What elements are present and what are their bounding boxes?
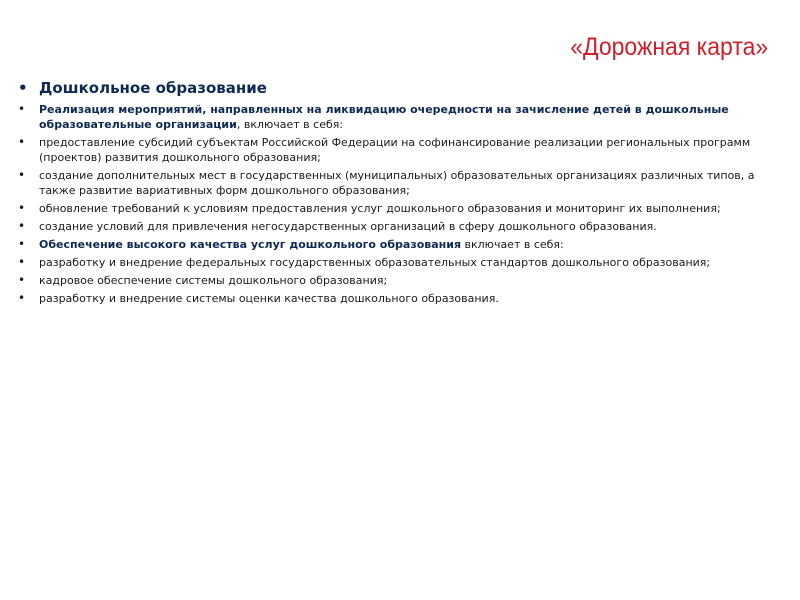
bullet-list (18, 78, 780, 309)
lead-item-quality-rest: включает в себя: (461, 238, 564, 251)
section-heading: • Дошкольное образование (18, 78, 780, 98)
list-item: • разработку и внедрение федеральных государственных образовательных стандартов дошкольного образования; (18, 255, 780, 270)
lead-item-queue-rest: , включает в себя: (236, 118, 344, 131)
slide-title: «Дорожная карта» (570, 33, 768, 61)
lead-item-queue-bold: Реализация мероприятий, направленных на ликвидацию очередности на зачисление детей в дошкольные образовательные организации (39, 103, 729, 131)
list-item: • обновление требований к условиям предоставления услуг дошкольного образования и мониторинг их выполнения; (18, 201, 780, 216)
list-item: • разработку и внедрение системы оценки качества дошкольного образования. (18, 291, 780, 306)
list-item: • кадровое обеспечение системы дошкольного образования; (18, 273, 780, 288)
list-item: • предоставление субсидий субъектам Российской Федерации на софинансирование реализации региональных программ (проектов) развития дошкольного образования; (18, 135, 780, 165)
lead-item-quality (18, 237, 780, 252)
list-item: • создание условий для привлечения негосударственных организаций в сферу дошкольного образования. (18, 219, 780, 234)
lead-item-queue (18, 102, 780, 132)
lead-item-quality-bold: Обеспечение высокого качества услуг дошкольного образования (39, 238, 462, 251)
list-item: • создание дополнительных мест в государственных (муниципальных) образовательных организациях различных типов, а также развитие вариативных форм дошкольного образования; (18, 168, 780, 198)
